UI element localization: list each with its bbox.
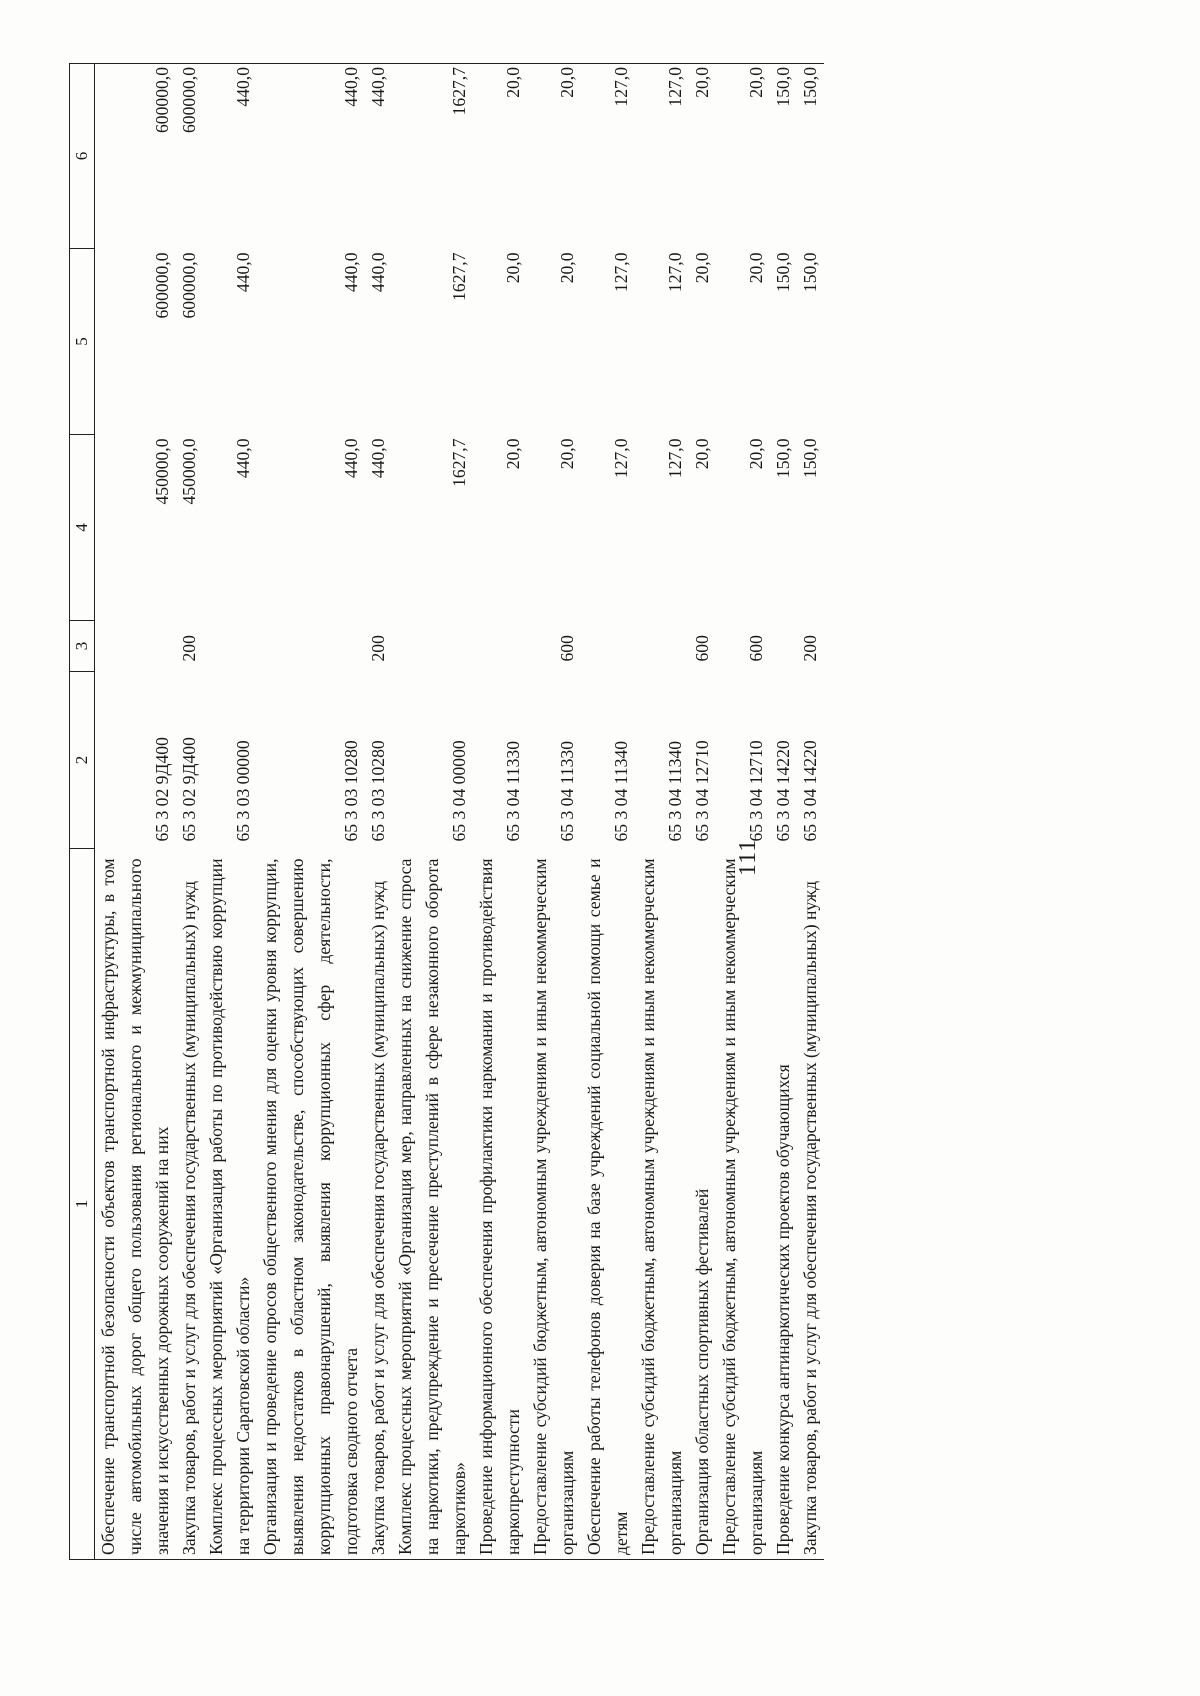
row-type: 200 — [800, 635, 820, 662]
row-code: 65 3 03 10280 — [368, 740, 388, 842]
table-row — [581, 64, 635, 1560]
row-type: 600 — [692, 635, 712, 662]
row-year2: 127,0 20,0 — [665, 252, 712, 293]
header-col-1: 1 — [70, 849, 95, 1560]
row-code: 65 3 04 14220 — [773, 740, 793, 842]
row-year1: 150,0 — [800, 438, 820, 479]
row-year1: 127,0 — [611, 438, 631, 479]
row-year3: 600000,0 — [95, 64, 177, 249]
row-name: Закупка товаров, работ и услуг для обеспечения государственных (муниципальных) нужд — [365, 849, 392, 1560]
row-year3: 20,0 — [716, 64, 770, 249]
row-code: 65 3 04 12710 — [746, 740, 766, 842]
row-code: 65 3 02 9Д400 — [179, 737, 199, 842]
row-code: 65 3 04 11330 — [503, 740, 523, 842]
row-year2: 600000,0 — [179, 252, 199, 319]
row-year3: 20,0 — [473, 64, 527, 249]
budget-table — [69, 63, 824, 1560]
row-name: Предоставление субсидий бюджетным, автономным учреждениям и иным некоммерческим организациям — [716, 849, 770, 1560]
row-year3: 127,0 20,0 — [635, 64, 716, 249]
table-header — [70, 64, 95, 1560]
row-year2: 127,0 — [611, 252, 631, 293]
row-type — [770, 621, 797, 672]
row-code: 65 3 03 10280 — [341, 740, 361, 842]
row-type — [392, 621, 473, 672]
row-year3: 20,0 — [527, 64, 581, 249]
table-body — [95, 64, 825, 1560]
row-code: 65 3 04 14220 — [800, 740, 820, 842]
row-code: 65 3 03 00000 — [233, 740, 253, 842]
row-year3: 440,0 — [257, 64, 365, 249]
row-name: Комплекс процессных мероприятий «Организация мер, направленных на снижение спроса на наркотики, предупреждение и пресечение преступлений в сфере незаконного оборота наркотиков» — [392, 849, 473, 1560]
row-code: 65 3 04 00000 — [449, 740, 469, 842]
header-col-2: 2 — [70, 672, 95, 849]
row-year3: 150,0 — [770, 64, 797, 249]
row-type — [473, 621, 527, 672]
row-year2: 440,0 — [341, 252, 361, 293]
row-year1: 20,0 — [746, 438, 766, 470]
row-year1: 20,0 — [557, 438, 577, 470]
row-name: Обеспечение работы телефонов доверия на базе учреждений социальной помощи семье и детям — [581, 849, 635, 1560]
row-name: Комплекс процессных мероприятий «Организация работы по противодействию коррупции на территории Саратовской области» — [203, 849, 257, 1560]
row-code: 65 3 04 11340 — [611, 740, 631, 842]
row-name: Организация и проведение опросов общественного мнения для оценки уровня коррупции, выявления недостатков в областном законодательстве, способствующих совершению коррупционных правонарушений, выявления коррупционных сфер деятельности, подготовка сводного отчета — [257, 849, 365, 1560]
row-year3: 600000,0 — [176, 64, 203, 249]
row-year3: 440,0 — [365, 64, 392, 249]
table-row — [176, 64, 203, 1560]
row-type: 600 — [746, 635, 766, 662]
row-year1: 127,0 20,0 — [665, 438, 712, 479]
row-year2: 150,0 — [800, 252, 820, 293]
row-year2: 20,0 — [503, 252, 523, 284]
row-year1: 440,0 — [368, 438, 388, 479]
table-row — [635, 64, 716, 1560]
header-col-5: 5 — [70, 249, 95, 435]
row-type — [95, 621, 177, 672]
row-year2: 150,0 — [773, 252, 793, 293]
row-type — [203, 621, 257, 672]
header-col-4: 4 — [70, 435, 95, 621]
table-row — [95, 64, 177, 1560]
page-number: 111 — [735, 838, 761, 876]
row-code: 65 3 02 9Д400 — [152, 737, 172, 842]
row-year2: 440,0 — [233, 252, 253, 293]
table-row — [473, 64, 527, 1560]
row-year1: 1627,7 — [449, 438, 469, 487]
table-row — [257, 64, 365, 1560]
header-col-6: 6 — [70, 64, 95, 249]
row-name: Проведение информационного обеспечения профилактики наркомании и противодействия наркопреступности — [473, 849, 527, 1560]
table-row — [770, 64, 797, 1560]
table-row — [797, 64, 824, 1560]
header-row — [70, 64, 95, 1560]
row-type — [257, 621, 365, 672]
row-name: Предоставление субсидий бюджетным, автономным учреждениям и иным некоммерческим организациям — [527, 849, 581, 1560]
row-code: 65 3 04 11330 — [557, 740, 577, 842]
header-col-3: 3 — [70, 621, 95, 672]
table-row — [365, 64, 392, 1560]
row-year3: 1627,7 — [392, 64, 473, 249]
row-year2: 1627,7 — [449, 252, 469, 301]
row-name: Закупка товаров, работ и услуг для обеспечения государственных (муниципальных) нужд — [797, 849, 824, 1560]
row-year1: 150,0 — [773, 438, 793, 479]
row-year3: 150,0 — [797, 64, 824, 249]
row-name: Предоставление субсидий бюджетным, автономным учреждениям и иным некоммерческим организациям Организация областных спортивных фестивалей — [635, 849, 716, 1560]
table-row — [203, 64, 257, 1560]
row-year1: 450000,0 — [152, 438, 172, 505]
row-year1: 450000,0 — [179, 438, 199, 505]
row-name: Закупка товаров, работ и услуг для обеспечения государственных (муниципальных) нужд — [176, 849, 203, 1560]
row-year2: 440,0 — [368, 252, 388, 293]
row-year2: 20,0 — [746, 252, 766, 284]
row-code: 65 3 04 11340 65 3 04 12710 — [665, 740, 712, 842]
row-name: Проведение конкурса антинаркотических проектов обучающихся — [770, 849, 797, 1560]
row-year2: 20,0 — [557, 252, 577, 284]
row-type: 600 — [557, 635, 577, 662]
table-row — [527, 64, 581, 1560]
row-year1: 20,0 — [503, 438, 523, 470]
row-year2: 600000,0 — [152, 252, 172, 319]
table-row — [392, 64, 473, 1560]
row-name: Обеспечение транспортной безопасности объектов транспортной инфраструктуры, в том числе автомобильных дорог общего пользования регионального и межмуниципального значения и искусственных дорожных сооружений на них — [95, 849, 177, 1560]
row-type: 200 — [179, 635, 199, 662]
table-row — [716, 64, 770, 1560]
row-year3: 440,0 — [203, 64, 257, 249]
row-year1: 440,0 — [233, 438, 253, 479]
row-type — [581, 621, 635, 672]
row-year1: 440,0 — [341, 438, 361, 479]
row-type: 200 — [368, 635, 388, 662]
row-year3: 127,0 — [581, 64, 635, 249]
